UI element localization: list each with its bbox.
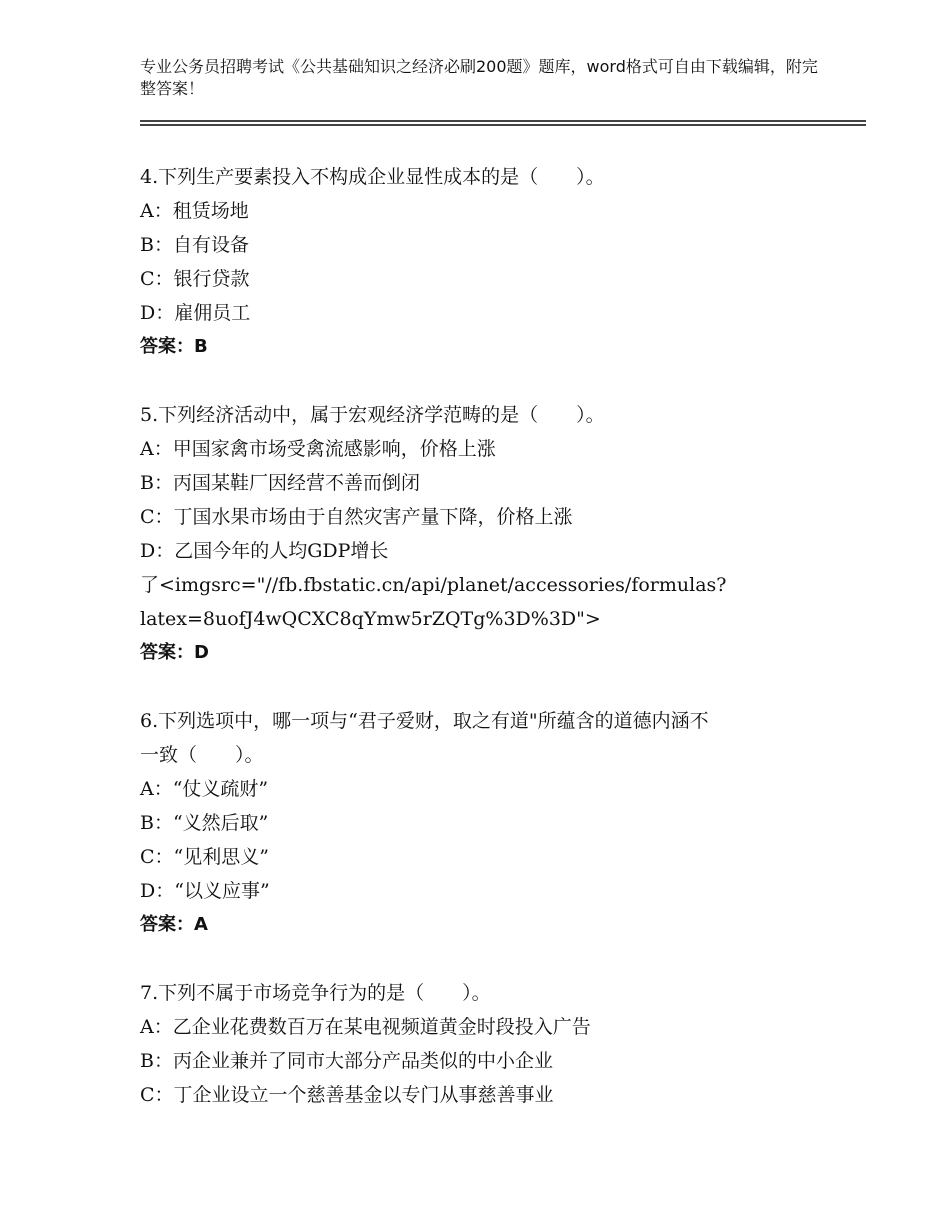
header-divider-top	[140, 120, 866, 122]
option-b: B：自有设备	[140, 234, 249, 256]
question-spacer	[140, 670, 820, 704]
option-b: B：“义然后取”	[140, 812, 269, 834]
option-a: A：甲国家禽市场受禽流感影响，价格上涨	[140, 438, 496, 460]
option-a: A：“仗义疏财”	[140, 778, 269, 800]
question-spacer	[140, 942, 820, 976]
document-header: 专业公务员招聘考试《公共基础知识之经济必刷200题》题库，word格式可自由下载编辑，附完整答案！	[140, 57, 818, 98]
option-c: C：银行贷款	[140, 268, 250, 290]
question-stem-continued: 一致（ ）。	[140, 744, 264, 766]
option-c: C：丁国水果市场由于自然灾害产量下降，价格上涨	[140, 506, 573, 528]
answer-label: 答案：D	[140, 642, 209, 663]
question-stem: 5.下列经济活动中，属于宏观经济学范畴的是（ ）。	[140, 404, 605, 426]
question-4	[140, 160, 820, 364]
option-d: D：乙国今年的人均GDP增长	[140, 540, 389, 562]
option-a: A：租赁场地	[140, 200, 249, 222]
option-d: D：雇佣员工	[140, 302, 251, 324]
option-extra-line: 了<imgsrc="//fb.fbstatic.cn/api/planet/accessories/formulas?	[140, 574, 727, 596]
question-6	[140, 704, 820, 942]
option-extra-line: latex=8uofJ4wQCXC8qYmw5rZQTg%3D%3D">	[140, 608, 601, 630]
header-divider-bottom	[140, 124, 866, 126]
question-stem: 4.下列生产要素投入不构成企业显性成本的是（ ）。	[140, 166, 605, 188]
question-list	[140, 160, 820, 1112]
option-b: B：丙国某鞋厂因经营不善而倒闭	[140, 472, 420, 494]
option-b: B：丙企业兼并了同市大部分产品类似的中小企业	[140, 1050, 553, 1072]
question-5	[140, 398, 820, 670]
option-a: A：乙企业花费数百万在某电视频道黄金时段投入广告	[140, 1016, 591, 1038]
option-c: C：丁企业设立一个慈善基金以专门从事慈善事业	[140, 1084, 554, 1106]
question-7	[140, 976, 820, 1112]
question-spacer	[140, 364, 820, 398]
option-d: D：“以义应事”	[140, 880, 270, 902]
answer-label: 答案：A	[140, 914, 208, 935]
answer-label: 答案：B	[140, 336, 208, 357]
question-stem: 7.下列不属于市场竞争行为的是（ ）。	[140, 982, 491, 1004]
option-c: C：“见利思义”	[140, 846, 269, 868]
question-stem: 6.下列选项中，哪一项与“君子爱财，取之有道"所蕴含的道德内涵不	[140, 710, 709, 732]
